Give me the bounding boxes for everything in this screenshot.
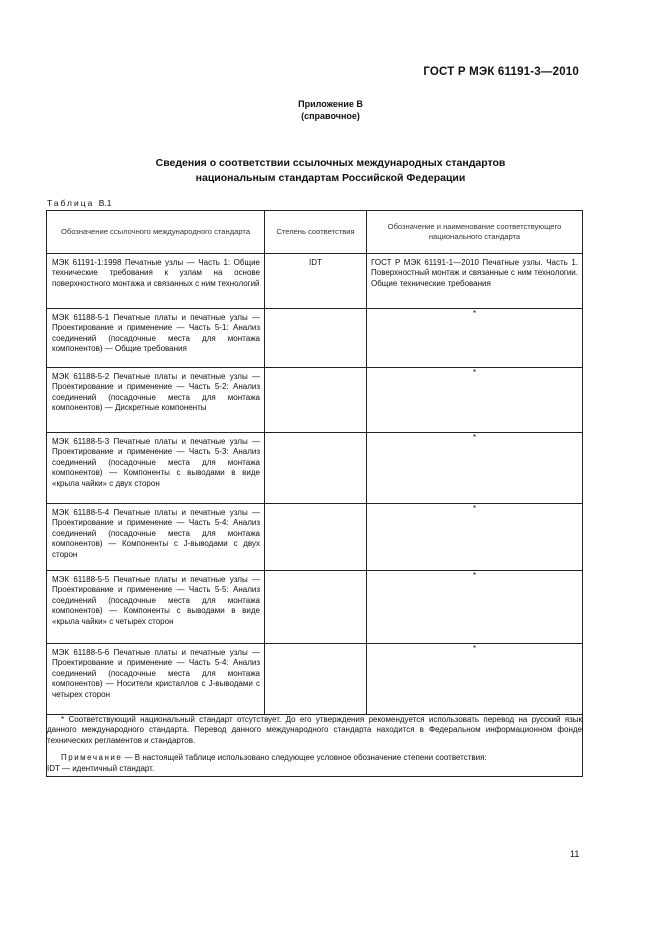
annex-title: Приложение В [298,99,363,109]
cell-international [47,309,265,368]
table-row [47,254,583,309]
international-standard-text: МЭК 61188-5-1 Печатные платы и печатные узлы — Проектирование и применение — Часть 5-1: Анализ соединений (посадочные места для монтажа компонентов) — Общие требования [52,313,260,354]
cell-degree [265,368,367,433]
footnote-marker: * [472,504,477,513]
table-row [47,644,583,715]
degree-text [265,309,366,317]
table-label [47,198,111,208]
international-standard-text: МЭК 61188-5-4 Печатные платы и печатные узлы — Проектирование и применение — Часть 5-4: Анализ соединений (посадочные места для монтажа компонентов) — Компоненты с J-выводами с двух сторон [52,508,260,559]
table-footer [47,715,583,777]
page-title-line-2: национальным стандартам Российской Федерации [195,172,466,184]
table-row [47,368,583,433]
page-title [0,156,661,186]
degree-text: IDT [309,258,322,267]
international-standard-text: МЭК 61188-5-6 Печатные платы и печатные узлы — Проектирование и применение — Часть 5-4: Анализ соединений (посадочные места для монтажа компонентов) — Носители кристаллов с J-выводами с четырех сторон [52,648,260,699]
table-footer-row [47,715,583,777]
international-standard-text: МЭК 61191-1:1998 Печатные узлы — Часть 1: Общие технические требования к узлам на основе поверхностного монтажа и связанных с ним технологий [52,258,260,288]
page-number: 11 [570,849,580,859]
table-row [47,433,583,504]
table-label-word: Таблица [47,198,95,208]
cell-national [367,309,583,368]
footnote-marker: * [472,433,477,442]
degree-text [265,644,366,652]
column-header-national: Обозначение и наименование соответствующего национального стандарта [367,211,583,254]
degree-text [265,433,366,441]
cell-degree [265,309,367,368]
cell-national [367,368,583,433]
note-text: — В настоящей таблице использовано следующее условное обозначение степени соответствия: [124,753,487,763]
cell-international [47,571,265,644]
cell-degree [265,254,367,309]
table-header-row [47,211,583,254]
column-header-degree: Степень соответствия [265,211,367,254]
cell-international [47,433,265,504]
note-label: Примечание [61,753,123,763]
annex-subtitle: (справочное) [301,111,360,121]
degree-text [265,571,366,579]
table-row [47,309,583,368]
national-standard-text: ГОСТ Р МЭК 61191-1—2010 Печатные узлы. Часть 1. Поверхностный монтаж и связанные с ним технологии. Общие технические требования [371,258,578,288]
cell-degree [265,504,367,571]
degree-text [265,504,366,512]
footnote-text: * Соответствующий национальный стандарт отсутствует. До его утверждения рекомендуется использовать перевод на русский язык данного международного стандарта. Перевод данного международного стандарта находится в Федеральном информационном фонде технических регламентов и стандартов. [47,715,582,745]
cell-international [47,368,265,433]
cell-degree [265,433,367,504]
degree-text [265,368,366,376]
footnote-marker: * [472,368,477,377]
cell-degree [265,644,367,715]
international-standard-text: МЭК 61188-5-3 Печатные платы и печатные узлы — Проектирование и применение — Часть 5-3: Анализ соединений (посадочные места для монтажа компонентов) — Компоненты с выводами в виде «крыла чайки» с двух сторон [52,437,260,488]
table-label-number: В.1 [98,198,112,208]
table-row [47,504,583,571]
note [47,753,582,763]
annex-heading [0,98,661,122]
cell-degree [265,571,367,644]
cell-national [367,254,583,309]
legend-text: IDT — идентичный стандарт. [47,763,155,773]
cell-national [367,571,583,644]
column-header-international: Обозначение ссылочного международного стандарта [47,211,265,254]
footnote-marker: * [472,571,477,580]
cell-national [367,433,583,504]
footnote-marker: * [472,644,477,653]
international-standard-text: МЭК 61188-5-5 Печатные платы и печатные узлы — Проектирование и применение — Часть 5-5: Анализ соединений (посадочные места для монтажа компонентов) — Компоненты с выводами в виде «крыла чайки» с четырех сторон [52,575,260,626]
correspondence-table [46,210,583,777]
cell-international [47,504,265,571]
international-standard-text: МЭК 61188-5-2 Печатные платы и печатные узлы — Проектирование и применение — Часть 5-2: Анализ соединений (посадочные места для монтажа компонентов) — Дискретные компоненты [52,372,260,413]
cell-national [367,504,583,571]
cell-international [47,254,265,309]
cell-international [47,644,265,715]
footnote-marker: * [472,309,477,318]
page-title-line-1: Сведения о соответствии ссылочных международных стандартов [155,157,506,169]
table-row [47,571,583,644]
document-code: ГОСТ Р МЭК 61191-3—2010 [423,66,579,78]
cell-national [367,644,583,715]
